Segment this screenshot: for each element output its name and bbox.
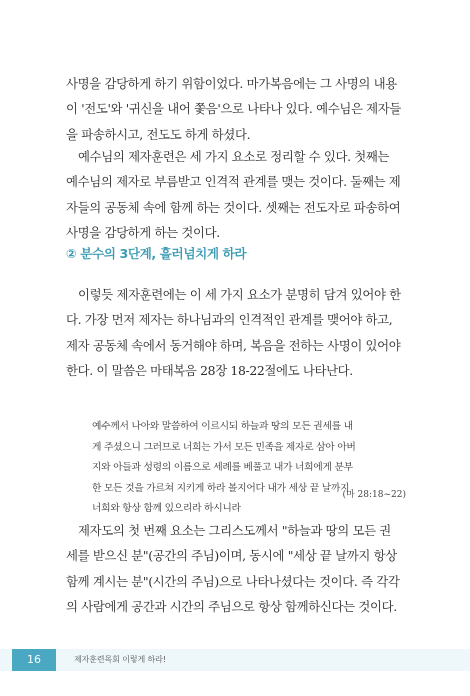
footer-band: [0, 649, 470, 671]
text-line: 을 파송하시고, 전도도 하게 하셨다.: [66, 126, 251, 142]
quote-line: 한 모든 것을 가르쳐 지키게 하라 볼지어다 내가 세상 끝 날까지: [92, 482, 350, 494]
text-line: 예수님의 제자로 부름받고 인격적 관계를 맺는 것이다. 둘째는 제: [66, 174, 401, 190]
section-heading: ② 분수의 3단계, 흘러넘치게 하라: [66, 246, 247, 261]
text-line: 제자도의 첫 번째 요소는 그리스도께서 "하늘과 땅의 모든 권: [78, 523, 391, 538]
text-line: 세를 받으신 분"(공간의 주님)이며, 동시에 "세상 끝 날까지 항상: [66, 548, 397, 564]
quote-line: 지와 아들과 성령의 이름으로 세례를 베풀고 내가 너희에게 분부: [92, 462, 353, 473]
quote-line: 너희와 항상 함께 있으리라 하시니라: [92, 503, 241, 514]
text-line: 한다. 이 말씀은 마태복음 28장 18-22절에도 나타난다.: [66, 363, 353, 379]
text-line: 사명을 감당하게 하기 위함이었다. 마가복음에는 그 사명의 내용: [66, 76, 397, 91]
text-line: 이렇듯 제자훈련에는 이 세 가지 요소가 분명히 담겨 있어야 한: [78, 287, 401, 302]
text-line: 자들의 공동체 속에 함께 하는 것이다. 셋째는 전도자로 파송하여: [66, 199, 401, 215]
scripture-quote: [92, 417, 392, 520]
paragraph-2: [66, 144, 408, 246]
text-line: 제자 공동체 속에서 동거해야 하며, 복음을 전하는 사명이 있어야: [66, 337, 401, 353]
text-line: 함께 계시는 분"(시간의 주님)으로 나타나셨다는 것이다. 즉 각각: [66, 573, 400, 589]
paragraph-1: [66, 71, 408, 147]
running-title: 제자훈련목회 이렇게 하라!: [74, 655, 166, 664]
paragraph-4: [66, 518, 408, 620]
page-number: 16: [12, 649, 56, 671]
paragraph-3: [66, 282, 408, 384]
text-line: 예수님의 제자훈련은 세 가지 요소로 정리할 수 있다. 첫째는: [78, 149, 390, 164]
text-line: 이 '전도'와 '귀신을 내어 쫓음'으로 나타나 있다. 예수님은 제자들: [66, 101, 402, 117]
quote-line: 게 주셨으니 그러므로 너희는 가서 모든 민족을 제자로 삼아 아버: [92, 441, 356, 453]
quote-line: 예수께서 나아와 말씀하여 이르시되 하늘과 땅의 모든 권세를 내: [92, 421, 353, 432]
quote-reference: (마 28:18~22): [342, 490, 406, 500]
text-line: 의 사람에게 공간과 시간의 주님으로 항상 함께하신다는 것이다.: [66, 599, 397, 615]
text-line: 다. 가장 먼저 제자는 하나님과의 인격적인 관계를 맺어야 하고,: [66, 312, 393, 328]
text-line: 사명을 감당하게 하는 것이다.: [66, 225, 220, 241]
